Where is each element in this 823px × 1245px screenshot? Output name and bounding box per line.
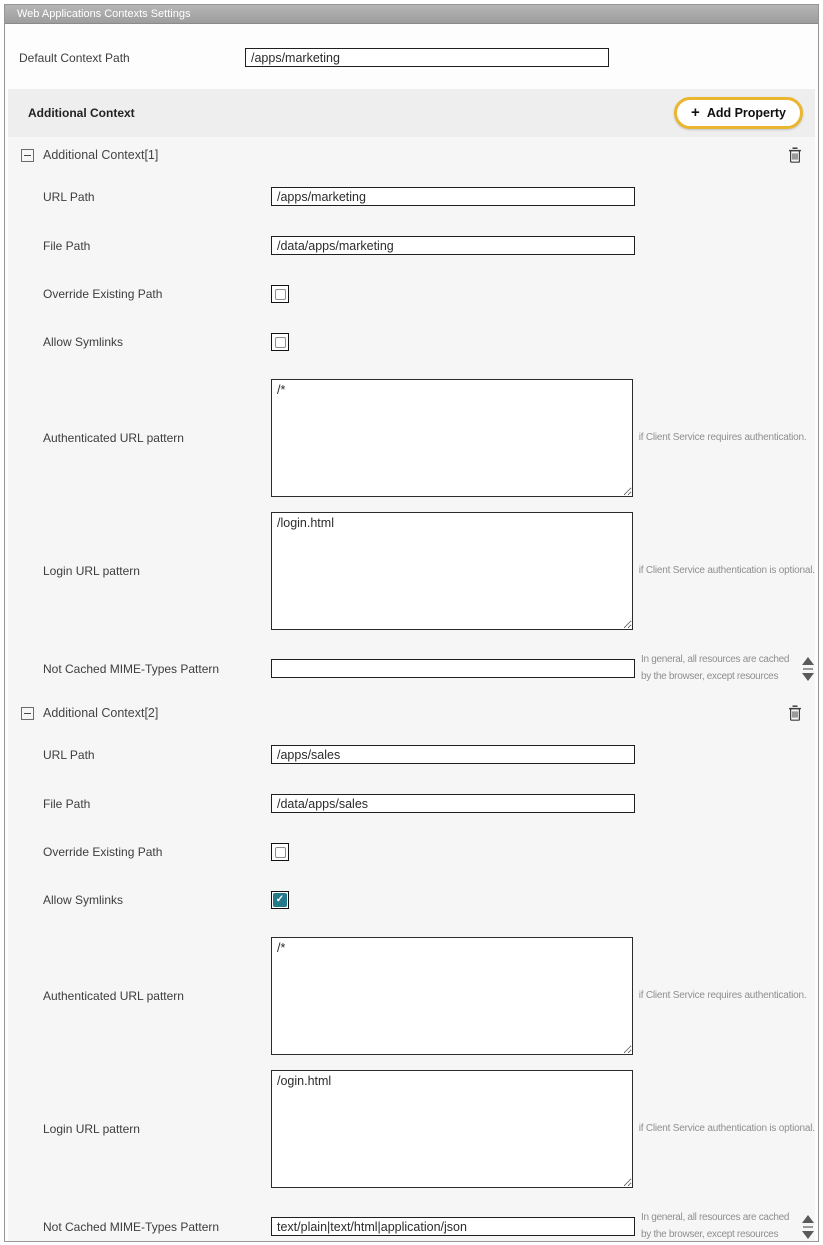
additional-context-container bbox=[8, 89, 815, 1241]
scroll-down-icon[interactable] bbox=[802, 1231, 814, 1239]
override-existing-path-label: Override Existing Path bbox=[43, 845, 163, 859]
section-title: Additional Context[1] bbox=[43, 148, 159, 162]
not-cached-mime-types-label: Not Cached MIME-Types Pattern bbox=[43, 661, 220, 676]
allow-symlinks-checkbox[interactable] bbox=[271, 333, 289, 351]
allow-symlinks-checkbox[interactable] bbox=[271, 891, 289, 909]
login-url-pattern-textarea[interactable] bbox=[271, 1070, 633, 1188]
add-property-label: Add Property bbox=[706, 106, 786, 120]
section-title: Additional Context[2] bbox=[43, 706, 159, 720]
scroll-down-icon[interactable] bbox=[802, 673, 814, 681]
allow-symlinks-label: Allow Symlinks bbox=[43, 335, 124, 349]
authenticated-url-pattern-note: if Client Service requires authentication. bbox=[638, 989, 807, 1001]
not-cached-mime-types-input[interactable] bbox=[271, 1217, 635, 1236]
default-context-path-row bbox=[5, 48, 818, 67]
login-url-pattern-row bbox=[43, 1070, 815, 1188]
login-url-pattern-textarea[interactable] bbox=[271, 512, 633, 630]
url-path-input[interactable] bbox=[271, 187, 635, 206]
not-cached-mime-types-input[interactable] bbox=[271, 659, 635, 678]
additional-context-section-1 bbox=[8, 137, 815, 685]
authenticated-url-pattern-label: Authenticated URL pattern bbox=[43, 989, 184, 1003]
scroll-divider bbox=[803, 668, 813, 670]
collapse-icon[interactable] bbox=[21, 707, 34, 720]
allow-symlinks-label: Allow Symlinks bbox=[43, 893, 124, 907]
url-path-input[interactable] bbox=[271, 745, 635, 764]
settings-panel bbox=[4, 4, 819, 1242]
plus-icon: + bbox=[691, 104, 700, 121]
collapse-icon[interactable] bbox=[21, 149, 34, 162]
url-path-row bbox=[43, 187, 815, 206]
authenticated-url-pattern-textarea[interactable] bbox=[271, 379, 633, 497]
default-context-path-label: Default Context Path bbox=[19, 50, 130, 65]
login-url-pattern-row bbox=[43, 512, 815, 630]
url-path-label: URL Path bbox=[43, 747, 95, 762]
file-path-row bbox=[43, 236, 815, 255]
section-header bbox=[8, 137, 815, 173]
file-path-label: File Path bbox=[43, 238, 91, 253]
not-cached-mime-types-note: In general, all resources are cached by the browser, except resources bbox=[641, 1212, 790, 1240]
authenticated-url-pattern-textarea[interactable] bbox=[271, 937, 633, 1055]
scroll-divider bbox=[803, 1226, 813, 1228]
login-url-pattern-note: if Client Service authentication is optional. bbox=[638, 1122, 815, 1134]
note-scroll-control bbox=[802, 657, 814, 681]
title-bar bbox=[5, 5, 818, 24]
url-path-label: URL Path bbox=[43, 189, 95, 204]
override-existing-path-row bbox=[43, 843, 815, 861]
file-path-row bbox=[43, 794, 815, 813]
file-path-input[interactable] bbox=[271, 236, 635, 255]
not-cached-mime-types-note: In general, all resources are cached by the browser, except resources bbox=[641, 654, 790, 682]
trash-icon bbox=[788, 147, 802, 163]
authenticated-url-pattern-note: if Client Service requires authentication. bbox=[638, 431, 807, 443]
add-property-button[interactable] bbox=[674, 97, 803, 129]
override-existing-path-label: Override Existing Path bbox=[43, 287, 163, 301]
trash-icon bbox=[788, 705, 802, 721]
allow-symlinks-row bbox=[43, 891, 815, 909]
scroll-up-icon[interactable] bbox=[802, 1215, 814, 1223]
override-existing-path-checkbox[interactable] bbox=[271, 285, 289, 303]
override-existing-path-checkbox[interactable] bbox=[271, 843, 289, 861]
scroll-up-icon[interactable] bbox=[802, 657, 814, 665]
note-scroll-control bbox=[802, 1215, 814, 1239]
login-url-pattern-label: Login URL pattern bbox=[43, 1122, 140, 1136]
override-existing-path-row bbox=[43, 285, 815, 303]
default-context-path-input[interactable] bbox=[245, 48, 609, 67]
section-fields bbox=[8, 731, 815, 1241]
authenticated-url-pattern-label: Authenticated URL pattern bbox=[43, 431, 184, 445]
not-cached-mime-types-label: Not Cached MIME-Types Pattern bbox=[43, 1219, 220, 1234]
not-cached-mime-types-row bbox=[43, 1210, 815, 1241]
window-title: Web Applications Contexts Settings bbox=[17, 8, 191, 20]
delete-section-button[interactable] bbox=[788, 705, 802, 721]
additional-context-title: Additional Context bbox=[28, 106, 135, 120]
login-url-pattern-label: Login URL pattern bbox=[43, 564, 140, 578]
section-fields bbox=[8, 173, 815, 685]
file-path-label: File Path bbox=[43, 796, 91, 811]
delete-section-button[interactable] bbox=[788, 147, 802, 163]
url-path-row bbox=[43, 745, 815, 764]
file-path-input[interactable] bbox=[271, 794, 635, 813]
not-cached-mime-types-row bbox=[43, 652, 815, 685]
additional-context-band bbox=[8, 89, 815, 137]
section-header bbox=[8, 695, 815, 731]
login-url-pattern-note: if Client Service authentication is optional. bbox=[638, 564, 815, 576]
authenticated-url-pattern-row bbox=[43, 937, 815, 1055]
additional-context-section-2 bbox=[8, 695, 815, 1241]
authenticated-url-pattern-row bbox=[43, 379, 815, 497]
allow-symlinks-row bbox=[43, 333, 815, 351]
